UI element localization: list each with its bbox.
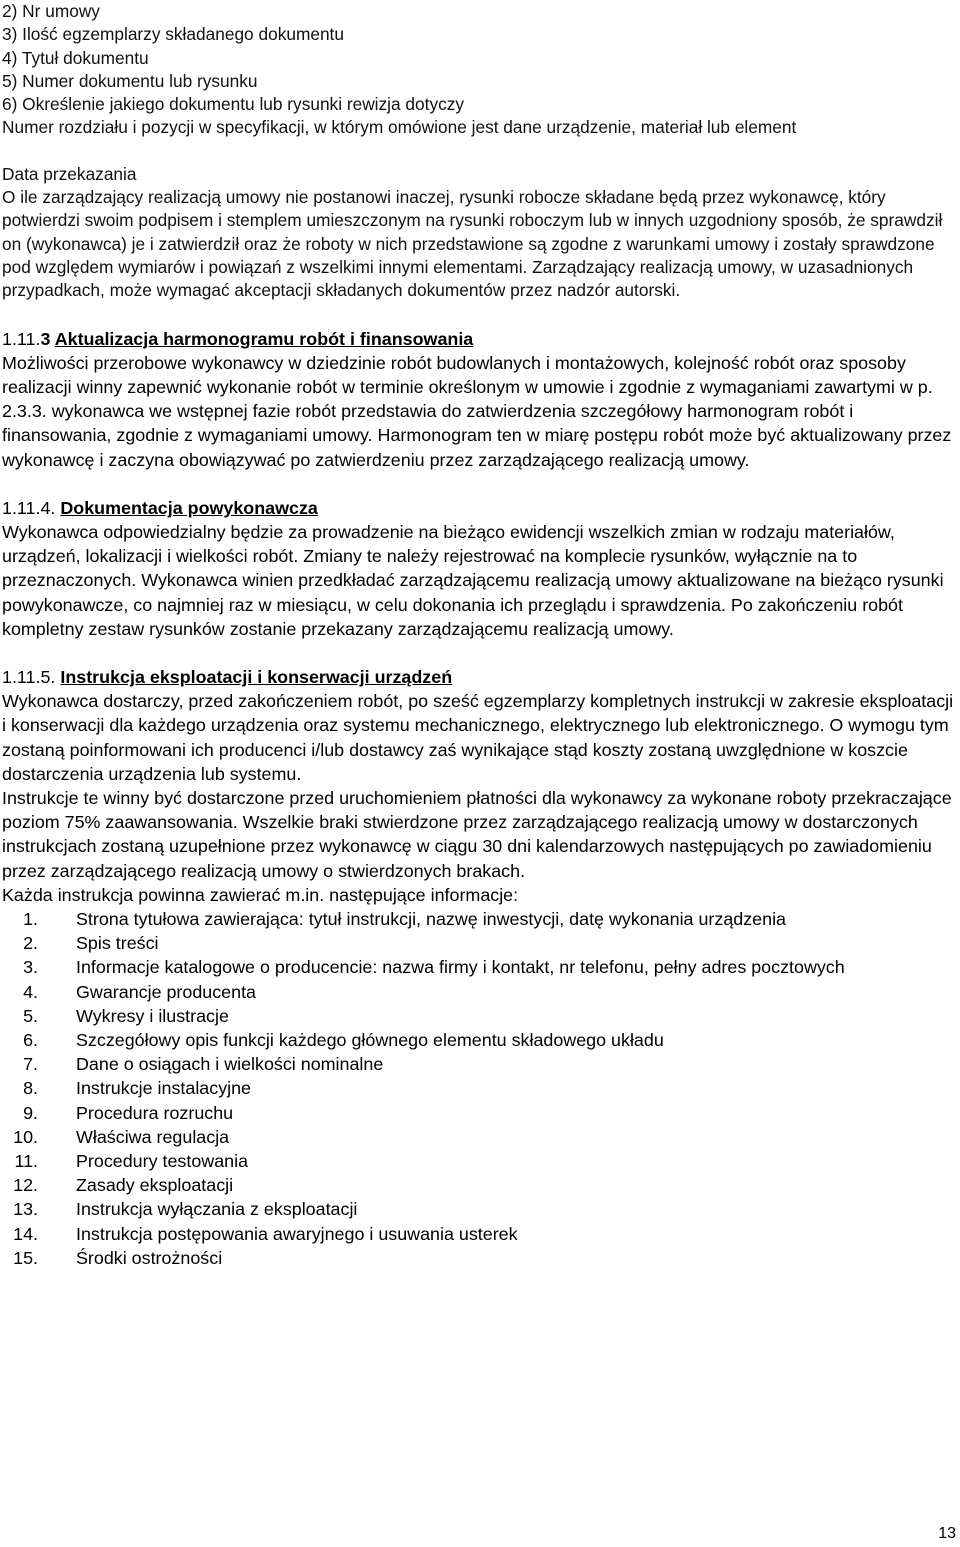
list-item-text: Gwarancje producenta xyxy=(76,981,257,1002)
list-item xyxy=(2,980,954,1004)
list-item-number: 2. xyxy=(23,933,38,954)
list-item xyxy=(2,1028,954,1052)
list-item-text: Dane o osiągach i wielkości nominalne xyxy=(76,1054,384,1075)
section-number: 1.11.5. xyxy=(2,667,56,687)
list-item-number: 14. xyxy=(13,1223,38,1244)
list-item-number: 8. xyxy=(23,1078,38,1099)
section-title: Aktualizacja harmonogramu robót i finansowania xyxy=(54,328,474,349)
list-item-text: Właściwa regulacja xyxy=(76,1126,230,1147)
document-metadata-list xyxy=(2,0,954,303)
list-item-text: Środki ostrożności xyxy=(76,1247,223,1268)
list-item xyxy=(2,1101,954,1125)
list-item-text: Wykresy i ilustracje xyxy=(76,1005,229,1026)
metadata-item: 4) Tytuł dokumentu xyxy=(2,47,149,68)
list-item-text: Instrukcje instalacyjne xyxy=(76,1078,252,1099)
list-item-number: 10. xyxy=(13,1126,38,1147)
section-text: Instrukcje te winny być dostarczone przed uruchomieniem płatności dla wykonawcy za wykonane roboty przekraczające poziom 75% zaawansowania. Wszelkie braki stwierdzone przez zarządzającego realizacją umowy w dostarczonych instrukcjach zostaną uzupełnione przez wykonawcę w ciągu 30 dni kalendarzowych następujących po zawiadomieniu przez zarządzającego realizacją umowy o stwierdzonych brakach. xyxy=(2,788,952,881)
list-item xyxy=(2,907,954,931)
list-item xyxy=(2,931,954,955)
section-1-11-4 xyxy=(2,496,954,641)
section-text: Wykonawca dostarczy, przed zakończeniem robót, po sześć egzemplarzy kompletnych instrukcji w zakresie eksploatacji i konserwacji dla każdego urządzenia oraz systemu mechanicznego, elektrycznego lub elektronicznego. O wymogu tym zostaną poinformowani ich producenci i/lub dostawcy zaś wynikające stąd koszty zostaną uwzględnione w koszcie dostarczenia urządzenia lub systemu. xyxy=(2,691,954,784)
list-item-text: Procedury testowania xyxy=(76,1151,249,1172)
section-number: 1.11. xyxy=(2,328,41,349)
list-item xyxy=(2,1125,954,1149)
list-item-text: Szczegółowy opis funkcji każdego głównego elementu składowego układu xyxy=(76,1030,664,1051)
list-item-number: 4. xyxy=(23,981,38,1002)
instruction-contents-list xyxy=(2,907,954,1270)
section-text: Wykonawca odpowiedzialny będzie za prowadzenie na bieżąco ewidencji wszelkich zmian w rodzaju materiałów, urządzeń, lokalizacji i wielkości robót. Zmiany te należy rejestrować na komplecie rysunków, wyłącznie na to przeznaczonych. Wykonawca winien przedkładać zarządzającemu realizacją umowy aktualizowane na bieżąco rysunki powykonawcze, co najmniej raz w miesiącu, w celu dokonania ich przeglądu i sprawdzenia. Po zakończeniu robót kompletny zestaw rysunków zostanie przekazany zarządzającemu realizacją umowy. xyxy=(2,521,944,639)
list-item-number: 11. xyxy=(14,1151,38,1172)
list-item-number: 7. xyxy=(23,1054,38,1075)
list-item-number: 1. xyxy=(23,909,38,930)
section-text: Każda instrukcja powinna zawierać m.in. następujące informacje: xyxy=(2,884,519,905)
list-item-number: 5. xyxy=(23,1005,38,1026)
metadata-item: 6) Określenie jakiego dokumentu lub rysunki rewizja dotyczy xyxy=(2,94,465,115)
list-item-text: Informacje katalogowe o producencie: nazwa firmy i kontakt, nr telefonu, pełny adres pocztowych xyxy=(76,957,845,978)
page-content xyxy=(2,0,954,1270)
list-item-text: Instrukcja wyłączania z eksploatacji xyxy=(76,1199,358,1220)
data-przekazania-text: O ile zarządzający realizacją umowy nie postanowi inaczej, rysunki robocze składane będą przez wykonawcę, który potwierdzi swoim podpisem i stemplem umieszczonym na rysunki roboczym lub w innych uzgodniony sposób, że sprawdził on (wykonawca) je i zatwierdził oraz że roboty w nich przedstawione są zgodne z warunkami umowy i zostały sprawdzone pod względem wymiarów i powiązań z wszelkimi innymi elementami. Zarządzający realizacją umowy, w uzasadnionych przypadkach, może wymagać akceptacji składanych dokumentów przez nadzór autorski. xyxy=(2,187,943,301)
list-item-text: Instrukcja postępowania awaryjnego i usuwania usterek xyxy=(76,1223,518,1244)
metadata-item: 5) Numer dokumentu lub rysunku xyxy=(2,70,258,91)
section-heading xyxy=(2,327,954,351)
list-item-number: 3. xyxy=(23,957,38,978)
page-number: 13 xyxy=(938,1525,956,1542)
list-item xyxy=(2,1052,954,1076)
list-item xyxy=(2,955,954,979)
metadata-item: 2) Nr umowy xyxy=(2,1,100,21)
section-title: Instrukcja eksploatacji i konserwacji urządzeń xyxy=(60,667,453,687)
list-item xyxy=(2,1246,954,1270)
list-item-number: 6. xyxy=(23,1030,38,1051)
list-item-number: 15. xyxy=(13,1247,38,1268)
section-title: Dokumentacja powykonawcza xyxy=(60,497,318,518)
metadata-item: 3) Ilość egzemplarzy składanego dokumentu xyxy=(2,24,344,45)
metadata-item: Numer rozdziału i pozycji w specyfikacji, w którym omówione jest dane urządzenie, materiał lub element xyxy=(2,117,797,138)
list-item-text: Procedura rozruchu xyxy=(76,1102,234,1123)
section-number-suffix: 3 xyxy=(40,328,51,349)
section-heading xyxy=(2,665,954,689)
list-item-number: 12. xyxy=(13,1175,38,1196)
section-number: 1.11.4. xyxy=(2,497,56,518)
section-heading xyxy=(2,496,954,520)
list-item xyxy=(2,1222,954,1246)
section-text: Możliwości przerobowe wykonawcy w dziedzinie robót budowlanych i montażowych, kolejność robót oraz sposoby realizacji winny zapewnić wykonanie robót w terminie określonym w umowie i zgodnie z wymaganiami zawartymi w p. 2.3.3. wykonawca we wstępnej fazie robót przedstawia do zatwierdzenia szczegółowy harmonogram robót i finansowania, zgodnie z wymaganiami umowy. Harmonogram ten w miarę postępu robót może być aktualizowany przez wykonawcę i zaczyna obowiązywać po zatwierdzeniu przez zarządzającego realizacją umowy. xyxy=(2,352,952,470)
list-item xyxy=(2,1004,954,1028)
list-item-number: 9. xyxy=(23,1102,38,1123)
list-item xyxy=(2,1197,954,1221)
list-item-text: Strona tytułowa zawierająca: tytuł instrukcji, nazwę inwestycji, datę wykonania urządzenia xyxy=(76,909,786,930)
list-item-text: Spis treści xyxy=(76,933,159,954)
section-1-11-3 xyxy=(2,327,954,472)
list-item-number: 13. xyxy=(13,1199,38,1220)
list-item xyxy=(2,1173,954,1197)
data-przekazania-label: Data przekazania xyxy=(2,163,137,184)
list-item-text: Zasady eksploatacji xyxy=(76,1175,234,1196)
list-item xyxy=(2,1149,954,1173)
list-item xyxy=(2,1076,954,1100)
section-1-11-5 xyxy=(2,665,954,1270)
